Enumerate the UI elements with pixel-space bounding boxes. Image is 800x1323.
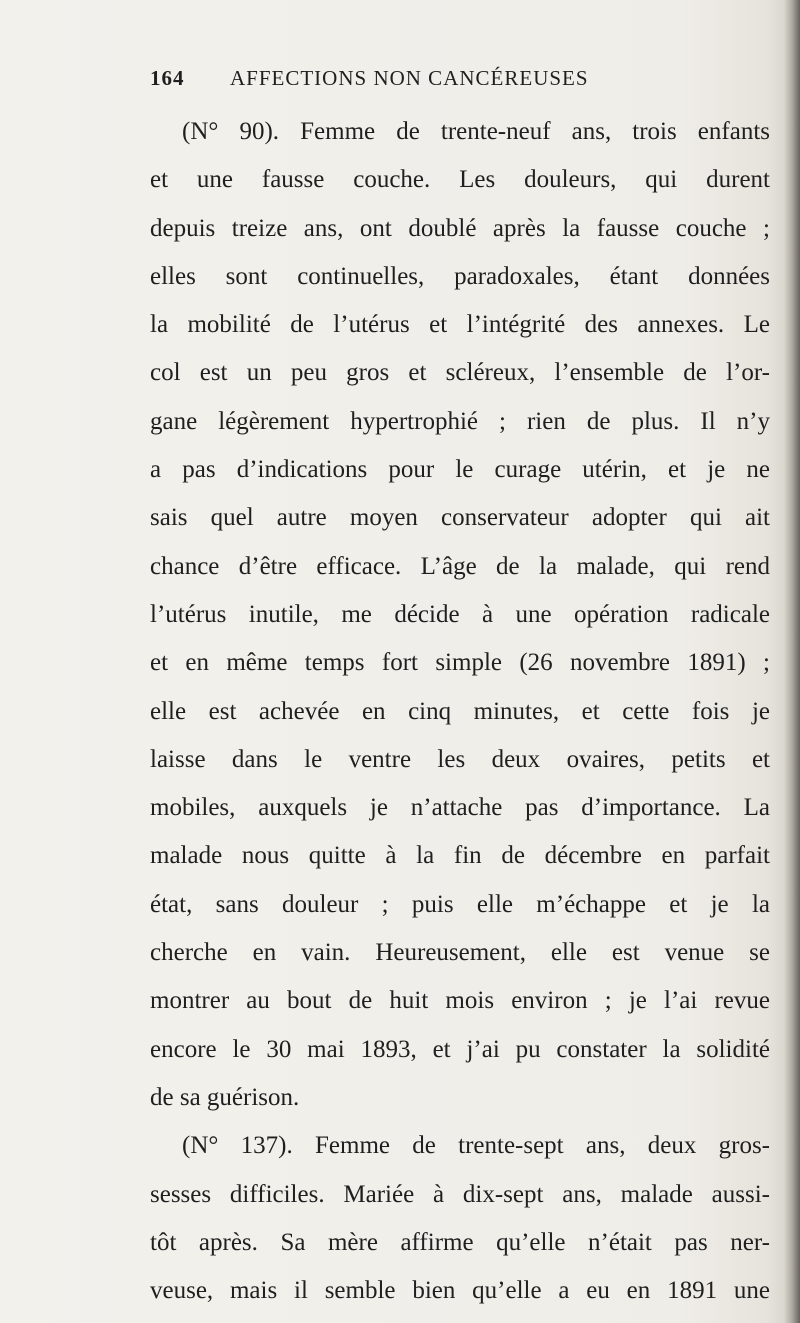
text-line: de sa guérison. <box>150 1083 300 1111</box>
text-line: état, sans douleur ; puis elle m’échappe et je la <box>150 890 770 918</box>
text-line: sais quel autre moyen conservateur adopter qui ait <box>150 504 770 532</box>
text-line: col est un peu gros et scléreux, l’ensemble de l’or- <box>150 359 770 387</box>
text-line: cherche en vain. Heureusement, elle est venue se <box>150 939 770 967</box>
text-line: encore le 30 mai 1893, et j’ai pu constater la solidité <box>150 1035 770 1063</box>
text-line: depuis treize ans, ont doublé après la fausse couche ; <box>150 214 770 242</box>
text-line: montrer au bout de huit mois environ ; je l’ai revue <box>150 987 770 1015</box>
page-header <box>150 66 790 106</box>
text-line: chance d’être efficace. L’âge de la malade, qui rend <box>150 552 770 580</box>
text-line: (N° 137). Femme de trente-sept ans, deux gros- <box>182 1132 770 1160</box>
text-line: gane légèrement hypertrophié ; rien de plus. Il n’y <box>150 407 770 435</box>
body-text <box>150 108 770 1315</box>
text-line: et en même temps fort simple (26 novembre 1891) ; <box>150 649 770 677</box>
running-title: AFFECTIONS NON CANCÉREUSES <box>230 66 589 90</box>
text-line: malade nous quitte à la fin de décembre en parfait <box>150 842 770 870</box>
text-line: l’utérus inutile, me décide à une opération radicale <box>150 600 770 628</box>
text-line: laisse dans le ventre les deux ovaires, petits et <box>150 745 770 773</box>
text-line: sesses difficiles. Mariée à dix-sept ans, malade aussi- <box>150 1180 770 1208</box>
text-line: elle est achevée en cinq minutes, et cette fois je <box>150 697 770 725</box>
page-number: 164 <box>150 66 185 90</box>
text-line: et une fausse couche. Les douleurs, qui durent <box>150 166 770 194</box>
text-line: tôt après. Sa mère affirme qu’elle n’était pas ner- <box>150 1228 770 1256</box>
text-line: la mobilité de l’utérus et l’intégrité des annexes. Le <box>150 311 770 339</box>
text-line: (N° 90). Femme de trente-neuf ans, trois enfants <box>182 118 770 145</box>
page-binding-edge <box>784 0 800 1323</box>
text-line: a pas d’indications pour le curage utérin, et je ne <box>150 456 770 484</box>
text-line: elles sont continuelles, paradoxales, étant données <box>150 262 770 290</box>
text-line: mobiles, auxquels je n’attache pas d’importance. La <box>150 794 770 822</box>
text-line: veuse, mais il semble bien qu’elle a eu en 1891 une <box>150 1277 770 1305</box>
